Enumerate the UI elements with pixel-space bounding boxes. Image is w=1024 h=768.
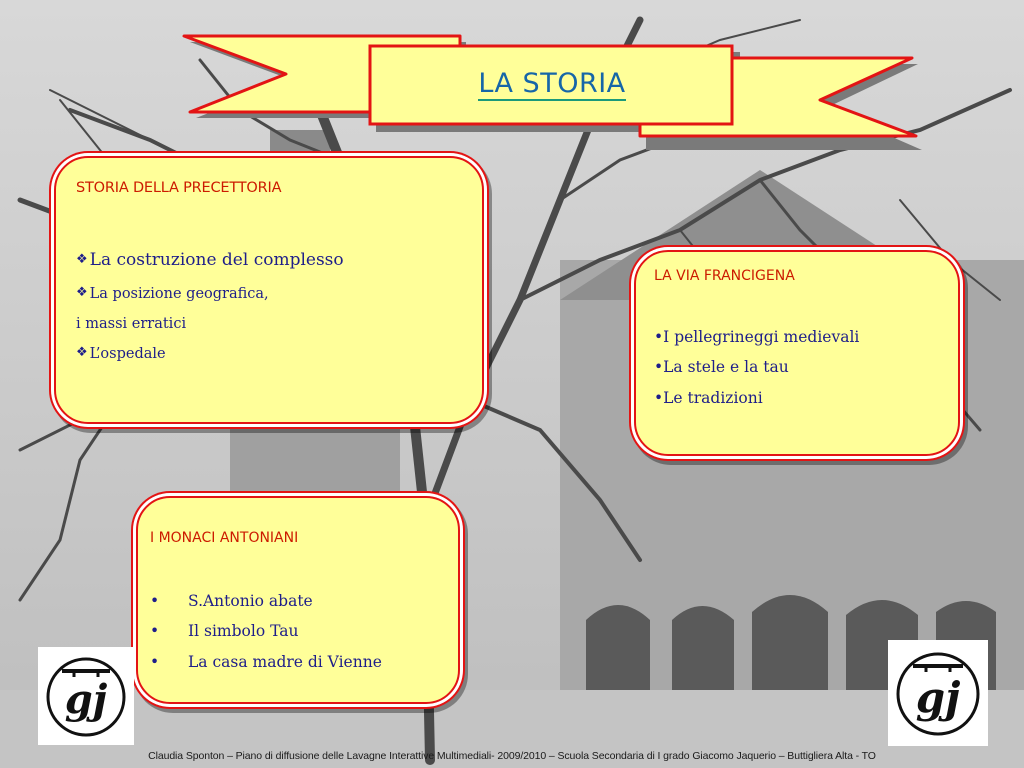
list-item[interactable]: •I pellegrineggi medievali xyxy=(654,328,860,346)
list-item[interactable] xyxy=(150,653,382,671)
svg-text:gj: gj xyxy=(915,673,961,722)
list-item-label: S.Antonio abate xyxy=(188,592,313,610)
list-item-label: La casa madre di Vienne xyxy=(188,653,382,671)
list-item-label: La posizione geografica, xyxy=(89,286,269,302)
svg-text:gj: gj xyxy=(64,676,108,723)
box-heading: LA VIA FRANCIGENA xyxy=(654,268,795,284)
storia-precettoria-box xyxy=(54,156,484,424)
gj-monogram-icon xyxy=(38,647,134,745)
list-item[interactable] xyxy=(76,346,166,362)
via-francigena-box xyxy=(634,250,960,456)
school-logo-left xyxy=(38,647,134,745)
list-item[interactable]: •Le tradizioni xyxy=(654,389,763,407)
bullet: • xyxy=(150,592,160,610)
box-heading: I MONACI ANTONIANI xyxy=(150,530,299,546)
school-logo-right xyxy=(888,640,988,746)
footer-credits: Claudia Sponton – Piano di diffusione delle Lavagne Interattive Multimediali- 2009/2010 – Scuola Secondaria di I grado Giacomo Jaquerio – Buttigliera Alta - TO xyxy=(148,750,876,762)
list-item[interactable] xyxy=(150,622,298,640)
list-item[interactable] xyxy=(76,286,269,302)
bullet: • xyxy=(150,653,160,671)
list-item-label: La costruzione del complesso xyxy=(89,250,344,270)
diamond-cluster-icon: ❖ xyxy=(76,285,88,300)
list-item[interactable] xyxy=(76,250,344,270)
gj-monogram-icon xyxy=(888,640,988,746)
box-heading: STORIA DELLA PRECETTORIA xyxy=(76,180,282,196)
list-item-label: Il simbolo Tau xyxy=(188,622,299,640)
diamond-cluster-icon: ❖ xyxy=(76,345,88,360)
list-item-label: i massi erratici xyxy=(76,316,187,332)
monaci-antoniani-box xyxy=(136,496,460,704)
list-item-continuation xyxy=(76,316,186,332)
diamond-cluster-icon: ❖ xyxy=(76,252,88,267)
bullet: • xyxy=(150,622,160,640)
list-item[interactable] xyxy=(150,592,313,610)
list-item-label: L’ospedale xyxy=(89,346,166,362)
title-container xyxy=(372,48,732,122)
list-item[interactable]: •La stele e la tau xyxy=(654,358,789,376)
page-title[interactable]: LA STORIA xyxy=(478,68,626,100)
